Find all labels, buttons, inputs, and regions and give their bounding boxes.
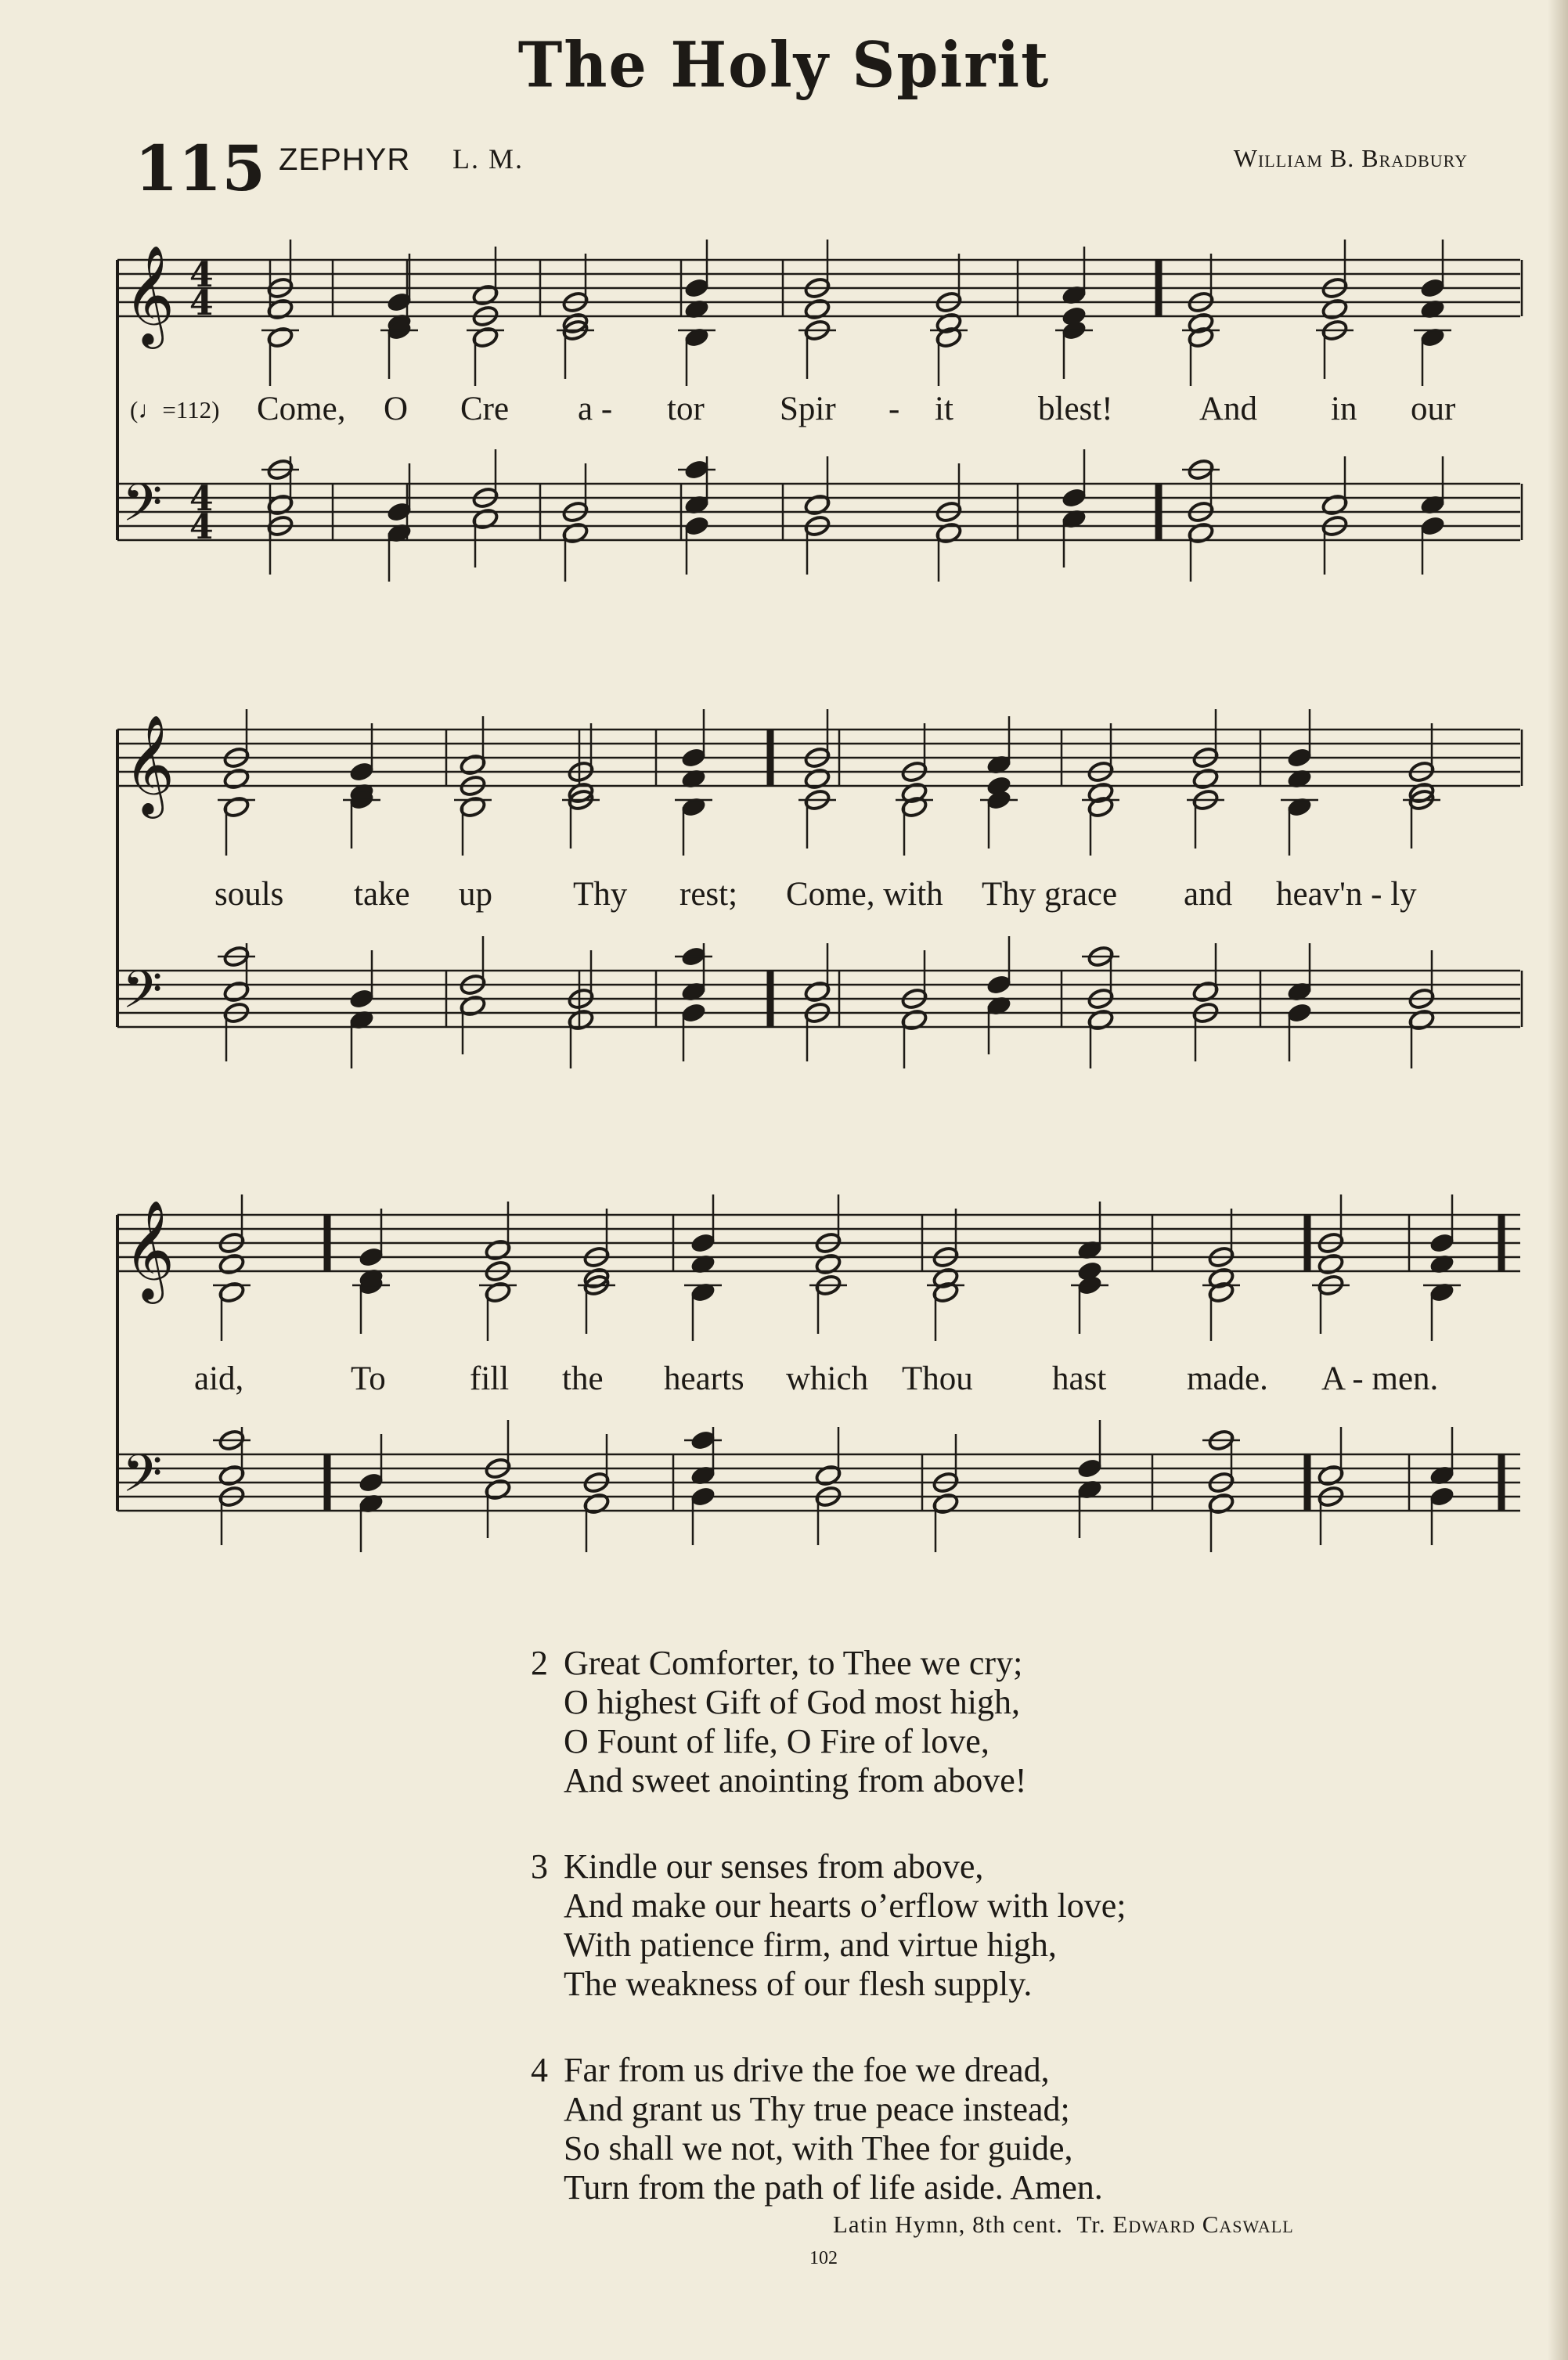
composer: William B. Bradbury <box>1233 144 1468 172</box>
treble-note-lower <box>1191 767 1219 791</box>
lyric-syllable: up <box>459 876 492 913</box>
verse-line: Kindle our senses from above, <box>564 1847 984 1886</box>
bass-time-signature: 4 <box>189 507 214 547</box>
verse-line: With patience firm, and virtue high, <box>564 1926 1057 1964</box>
lyric-syllable: tor <box>667 391 705 427</box>
verse-line: And make our hearts o’erflow with love; <box>564 1886 1126 1925</box>
treble-note-lower <box>679 767 707 791</box>
lyric-syllable: Thou <box>902 1360 973 1397</box>
lyric-syllable: To <box>351 1360 386 1397</box>
lyric-syllable: hearts <box>664 1360 744 1397</box>
treble-note-lower <box>803 767 831 791</box>
treble-note-lower <box>1317 1252 1344 1276</box>
verse-block <box>531 1644 1027 1800</box>
treble-note-lower <box>803 297 831 321</box>
lyric-syllable: Come, with <box>786 876 943 913</box>
verse-number: 3 <box>531 1847 548 1886</box>
verse-line: And sweet anointing from above! <box>564 1761 1027 1800</box>
treble-time-signature: 4 <box>189 255 214 295</box>
treble-clef-icon: 𝄞 <box>124 1199 175 1299</box>
verse-block <box>531 1847 1126 2004</box>
tempo-marking: (♩=112) <box>130 396 220 423</box>
treble-note-lower <box>1285 767 1313 791</box>
verse-line: Turn from the path of life aside. Amen. <box>564 2168 1103 2207</box>
lyric-syllable: Thy <box>573 876 628 913</box>
verse-number: 2 <box>531 1644 548 1682</box>
lyric-syllable: Come, <box>257 391 346 427</box>
bass-clef-icon: 𝄢 <box>122 960 163 1032</box>
lyric-syllable: a - <box>578 391 613 427</box>
lyric-syllable: - <box>889 391 900 427</box>
lyric-syllable: blest! <box>1038 391 1113 427</box>
lyric-syllable: our <box>1411 391 1456 427</box>
bass-time-signature: 4 <box>189 479 214 519</box>
verse-line: Great Comforter, to Thee we cry; <box>564 1644 1023 1682</box>
translator-prefix: Tr. <box>1076 2210 1106 2238</box>
bass-clef-icon: 𝄢 <box>122 473 163 546</box>
verse-line: O highest Gift of God most high, <box>564 1683 1020 1721</box>
treble-clef-icon: 𝄞 <box>124 244 175 344</box>
lyric-syllable: which <box>786 1360 869 1397</box>
lyric-syllable: hast <box>1052 1360 1107 1397</box>
lyric-syllable: in <box>1331 391 1357 427</box>
lyric-syllable: it <box>935 391 953 427</box>
verse-line: So shall we not, with Thee for guide, <box>564 2129 1073 2167</box>
lyric-syllable: And <box>1199 391 1258 427</box>
treble-note-lower <box>814 1252 842 1276</box>
treble-note-lower <box>1321 297 1348 321</box>
text-source: Latin Hymn, 8th cent. <box>833 2210 1063 2238</box>
section-title: The Holy Spirit <box>517 27 1051 102</box>
lyric-syllable: made. <box>1187 1360 1268 1397</box>
treble-clef-icon: 𝄞 <box>124 714 175 814</box>
bass-clef-icon: 𝄢 <box>122 1443 163 1516</box>
lyric-syllable: A - men. <box>1321 1360 1439 1397</box>
treble-time-signature: 4 <box>189 283 214 323</box>
treble-note-lower <box>1418 297 1446 321</box>
verse-line: The weakness of our flesh supply. <box>564 1965 1033 2003</box>
meter: L. M. <box>452 143 524 175</box>
verse-number: 4 <box>531 2051 548 2089</box>
translator-name: Edward Caswall <box>1112 2210 1294 2238</box>
page-number: 102 <box>809 2248 838 2268</box>
lyric-syllable: Cre <box>460 391 510 427</box>
lyric-syllable: souls <box>214 876 284 913</box>
lyric-syllable: fill <box>470 1360 510 1397</box>
lyric-syllable: the <box>562 1360 604 1397</box>
lyric-syllable: take <box>354 876 410 913</box>
treble-note-lower <box>683 297 710 321</box>
lyric-syllable: O <box>384 391 409 427</box>
text-credits <box>833 2210 1294 2239</box>
hymn-number: 115 <box>135 132 265 205</box>
lyric-syllable: Spir <box>780 391 836 427</box>
treble-note-lower <box>218 1252 245 1276</box>
lyric-syllable: rest; <box>679 876 738 913</box>
tune-name: ZEPHYR <box>279 142 411 177</box>
lyric-syllable: aid, <box>194 1360 244 1397</box>
lyric-syllable: and <box>1184 876 1233 913</box>
verse-line: Far from us drive the foe we dread, <box>564 2051 1050 2089</box>
verse-line: And grant us Thy true peace instead; <box>564 2090 1070 2128</box>
verse-line: O Fount of life, O Fire of love, <box>564 1722 989 1760</box>
treble-note-lower <box>1428 1252 1455 1276</box>
treble-note-lower <box>222 767 250 791</box>
verse-block <box>531 2051 1103 2207</box>
lyric-syllable: heav'n - ly <box>1276 876 1417 913</box>
lyric-syllable: Thy grace <box>982 876 1118 913</box>
treble-note-lower <box>689 1252 716 1276</box>
